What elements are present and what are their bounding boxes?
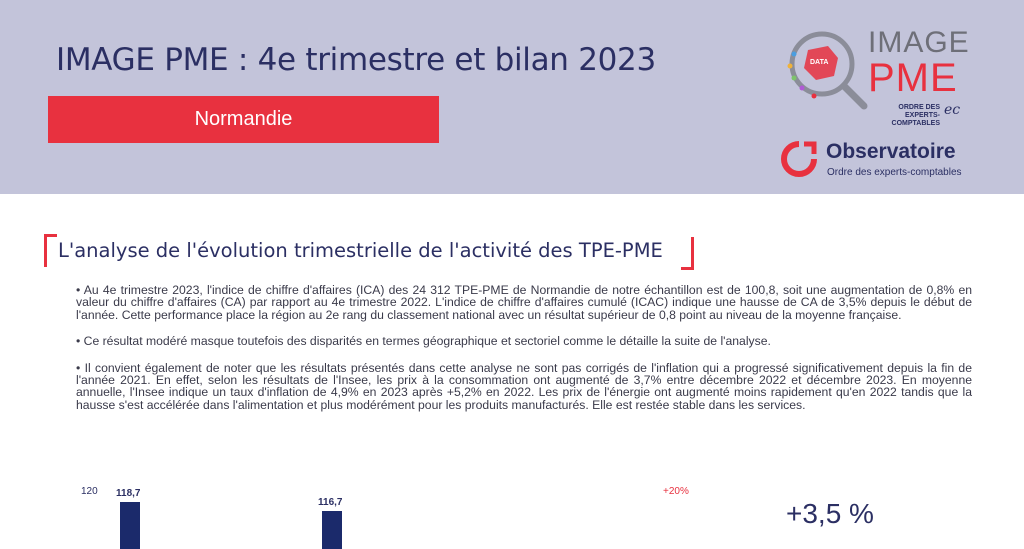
observatoire-subtitle: Ordre des experts-comptables	[827, 167, 962, 178]
page-title: IMAGE PME : 4e trimestre et bilan 2023	[56, 42, 656, 78]
observatoire-icon	[780, 140, 818, 178]
header-banner	[0, 0, 1024, 194]
paragraph: • Ce résultat modéré masque toutefois des disparités en termes géographique et sectoriel comme le détaille la suite de l'analyse.	[76, 334, 771, 349]
bracket-bottom-right	[681, 237, 694, 270]
analysis-text	[76, 284, 972, 425]
region-label: Normandie	[194, 108, 293, 130]
data-magnifier-icon	[782, 24, 872, 112]
bar-value-label: 118,7	[116, 487, 141, 499]
section-heading	[44, 234, 694, 270]
bar	[322, 511, 342, 549]
bracket-top-left	[44, 234, 57, 267]
observatoire-title: Observatoire	[826, 140, 956, 163]
image-pme-logo	[782, 24, 982, 127]
logo-image-word: IMAGE	[868, 26, 970, 59]
icac-stat: +3,5 %	[786, 498, 874, 529]
logo-ordre-text: ORDRE DES EXPERTS-COMPTABLES	[891, 104, 940, 127]
region-banner	[48, 96, 439, 143]
paragraph: • Au 4e trimestre 2023, l'indice de chiffre d'affaires (ICA) des 24 312 TPE-PME de Normandie de notre échantillon est de 100,8, soit une augmentation de 0,8% en valeur du chiffre d'affaires (CA) par rapport au 4e trimestre 2022. L'indice de chiffre d'affaires cumulé (ICAC) indique une hausse de CA de 3,5% depuis le début de l'année. Cette performance place la région au 2e rang du classement national avec un résultat supérieur de 0,8 point au niveau de la moyenne française.	[76, 283, 972, 322]
logo-pme-word: PME	[868, 56, 958, 100]
section-title: L'analyse de l'évolution trimestrielle de l'activité des TPE-PME	[58, 239, 663, 262]
annotation-label: +20%	[663, 486, 689, 497]
bar	[120, 502, 140, 549]
observatoire-logo	[780, 138, 990, 184]
paragraph: • Il convient également de noter que les résultats présentés dans cette analyse ne sont pas corrigés de l'inflation qui a progressé significativement depuis la fin de l'année 2021. En effet, selon les résultats de l'Insee, les prix à la consommation ont augmenté de 3,7% entre décembre 2022 et décembre 2023. En moyenne annuelle, l'Insee indique un taux d'inflation de 4,9% en 2023 après +5,2% en 2022. Les prix de l'énergie ont augmenté moins rapidement qu'en 2022 tandis que la hausse s'est accélérée dans l'alimentation et plus modérément pour les produits manufacturés. Elle est restée stable dans les services.	[76, 360, 972, 412]
bar-value-label: 116,7	[318, 496, 343, 508]
data-badge-text: DATA	[810, 59, 829, 66]
y-tick-label: 120	[81, 486, 98, 497]
logo-ec-mark: ec	[944, 102, 961, 118]
ica-chart	[0, 470, 1024, 549]
